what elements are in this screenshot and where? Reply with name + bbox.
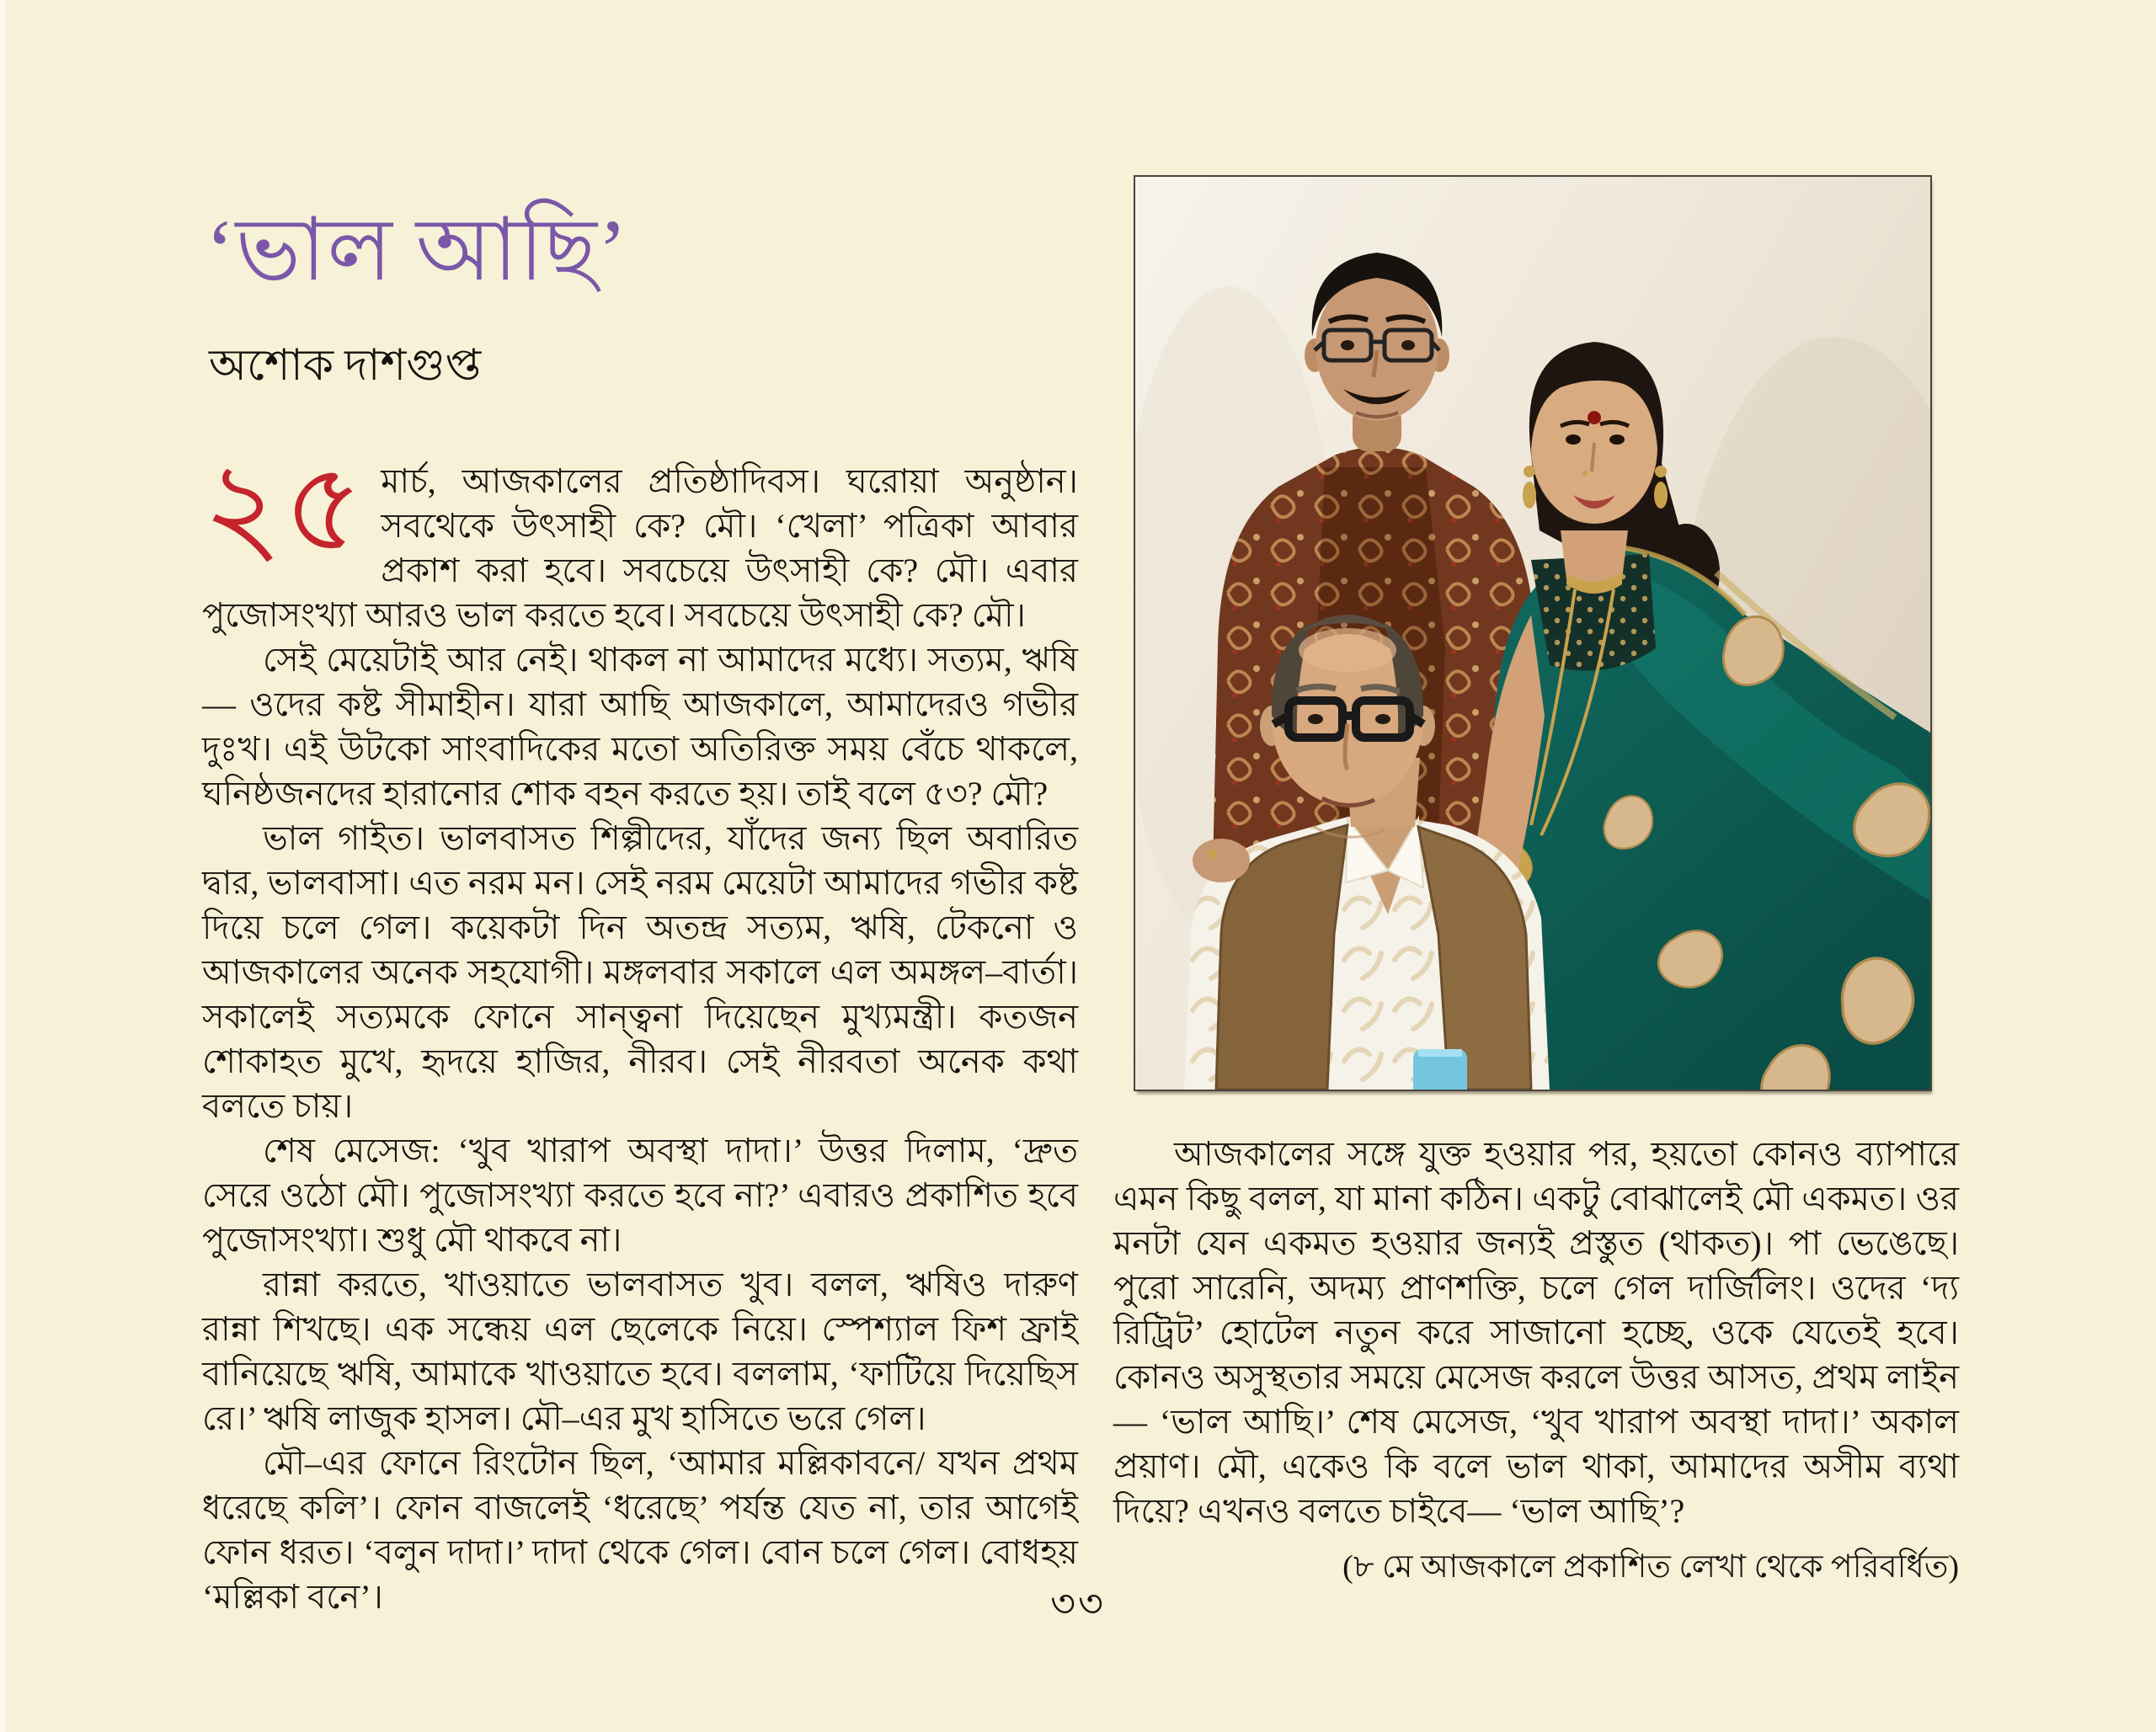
article-photo: [1134, 175, 1932, 1091]
paragraph: [202, 440, 1078, 637]
paragraph: [202, 1128, 1078, 1262]
paragraph-text: মার্চ, আজকালের প্রতিষ্ঠাদিবস। ঘরোয়া অনুষ্ঠান। সবথেকে উৎসাহী কে? মৌ। ‘খেলা’ পত্রিকা আবার প্রকাশ করা হবে। সবচেয়ে উৎসাহী কে? মৌ। এবার পুজোসংখ্যা আরও ভাল করতে হবে। সবচেয়ে উৎসাহী কে? মৌ।: [202, 462, 1078, 634]
page-number: ৩৩: [1050, 1582, 1106, 1625]
scan-edge: [0, 0, 5, 1732]
paragraph: [1113, 1132, 1959, 1533]
page-title: ‘ভাল আছি’: [205, 202, 628, 299]
right-column: [1113, 1132, 1959, 1590]
dropcap-25: ২৫: [202, 440, 365, 578]
bottle-cap: [1413, 1049, 1467, 1090]
paragraph: [202, 1262, 1078, 1441]
paragraph-text: সেই মেয়েটাই আর নেই। থাকল না আমাদের মধ্যে। সত্যম, ঋষি— ওদের কষ্ট সীমাহীন। যারা আছি আজকালে, আমাদেরও গভীর দুঃখ। এই উটকো সাংবাদিকের মতো অতিরিক্ত সময় বেঁচে থাকলে, ঘনিষ্ঠজনদের হারানোর শোক বহন করতে হয়। তাই বলে ৫৩? মৌ?: [202, 641, 1078, 813]
paragraph-text: আজকালের সঙ্গে যুক্ত হওয়ার পর, হয়তো কোনও ব্যাপারে এমন কিছু বলল, যা মানা কঠিন। একটু বোঝালেই মৌ একমত। ওর মনটা যেন একমত হওয়ার জন্যই প্রস্তুত (থাকত)। পা ভেঙেছে। পুরো সারেনি, অদম্য প্রাণশক্তি, চলে গেল দার্জিলিং। ওদের ‘দ্য রিট্রিট’ হোটেল নতুন করে সাজানো হচ্ছে, ওকে যেতেই হবে। কোনও অসুস্থতার সময়ে মেসেজ করলে উত্তর আসত, প্রথম লাইন— ‘ভাল আছি।’ শেষ মেসেজ, ‘খুব খারাপ অবস্থা দাদা।’ অকাল প্রয়াণ। মৌ, একেও কি বলে ভাল থাকা, আমাদের অসীম ব্যথা দিয়ে? এখনও বলতে চাইবে— ‘ভাল আছি’?: [1113, 1135, 1959, 1530]
paragraph-text: রান্না করতে, খাওয়াতে ভালবাসত খুব। বলল, ঋষিও দারুণ রান্না শিখছে। এক সন্ধেয় এল ছেলেকে নিয়ে। স্পেশ্যাল ফিশ ফ্রাই বানিয়েছে ঋষি, আমাকে খাওয়াতে হবে। বললাম, ‘ফাটিয়ে দিয়েছিস রে।’ ঋষি লাজুক হাসল। মৌ–এর মুখ হাসিতে ভরে গেল।: [202, 1266, 1078, 1437]
hand-on-shoulder: [1193, 839, 1250, 882]
paragraph: [202, 637, 1078, 816]
paragraph: [202, 816, 1078, 1128]
article-author: অশোক দাশগুপ্ত: [209, 342, 482, 390]
paragraph-text: মৌ–এর ফোনে রিংটোন ছিল, ‘আমার মল্লিকাবনে/ যখন প্রথম ধরেছে কলি’। ফোন বাজলেই ‘ধরেছে’ পর্যন্ত যেত না, তার আগেই ফোন ধরত। ‘বলুন দাদা।’ দাদা থেকে গেল। বোন চলে গেল। বোধহয় ‘মল্লিকা বনে’।: [202, 1444, 1078, 1616]
credit-line: (৮ মে আজকালে প্রকাশিত লেখা থেকে পরিবর্ধিত): [1342, 1549, 1959, 1585]
left-column: [202, 440, 1078, 1619]
paragraph-text: শেষ মেসেজ: ‘খুব খারাপ অবস্থা দাদা।’ উত্তর দিলাম, ‘দ্রুত সেরে ওঠো মৌ। পুজোসংখ্যা করতে হবে না?’ এবারও প্রকাশিত হবে পুজোসংখ্যা। শুধু মৌ থাকবে না।: [202, 1132, 1078, 1259]
paragraph-text: ভাল গাইত। ভালবাসত শিল্পীদের, যাঁদের জন্য ছিল অবারিত দ্বার, ভালবাসা। এত নরম মন। সেই নরম মেয়েটা আমাদের গভীর কষ্ট দিয়ে চলে গেল। কয়েকটা দিন অতন্দ্র সত্যম, ঋষি, টেকনো ও আজকালের অনেক সহযোগী। মঙ্গলবার সকালে এল অমঙ্গল–বার্তা। সকালেই সত্যমকে ফোনে সান্ত্বনা দিয়েছেন মুখ্যমন্ত্রী। কতজন শোকাহত মুখে, হৃদয়ে হাজির, নীরব। সেই নীরবতা অনেক কথা বলতে চায়।: [202, 819, 1078, 1125]
family-photo-illustration: [1135, 177, 1930, 1090]
